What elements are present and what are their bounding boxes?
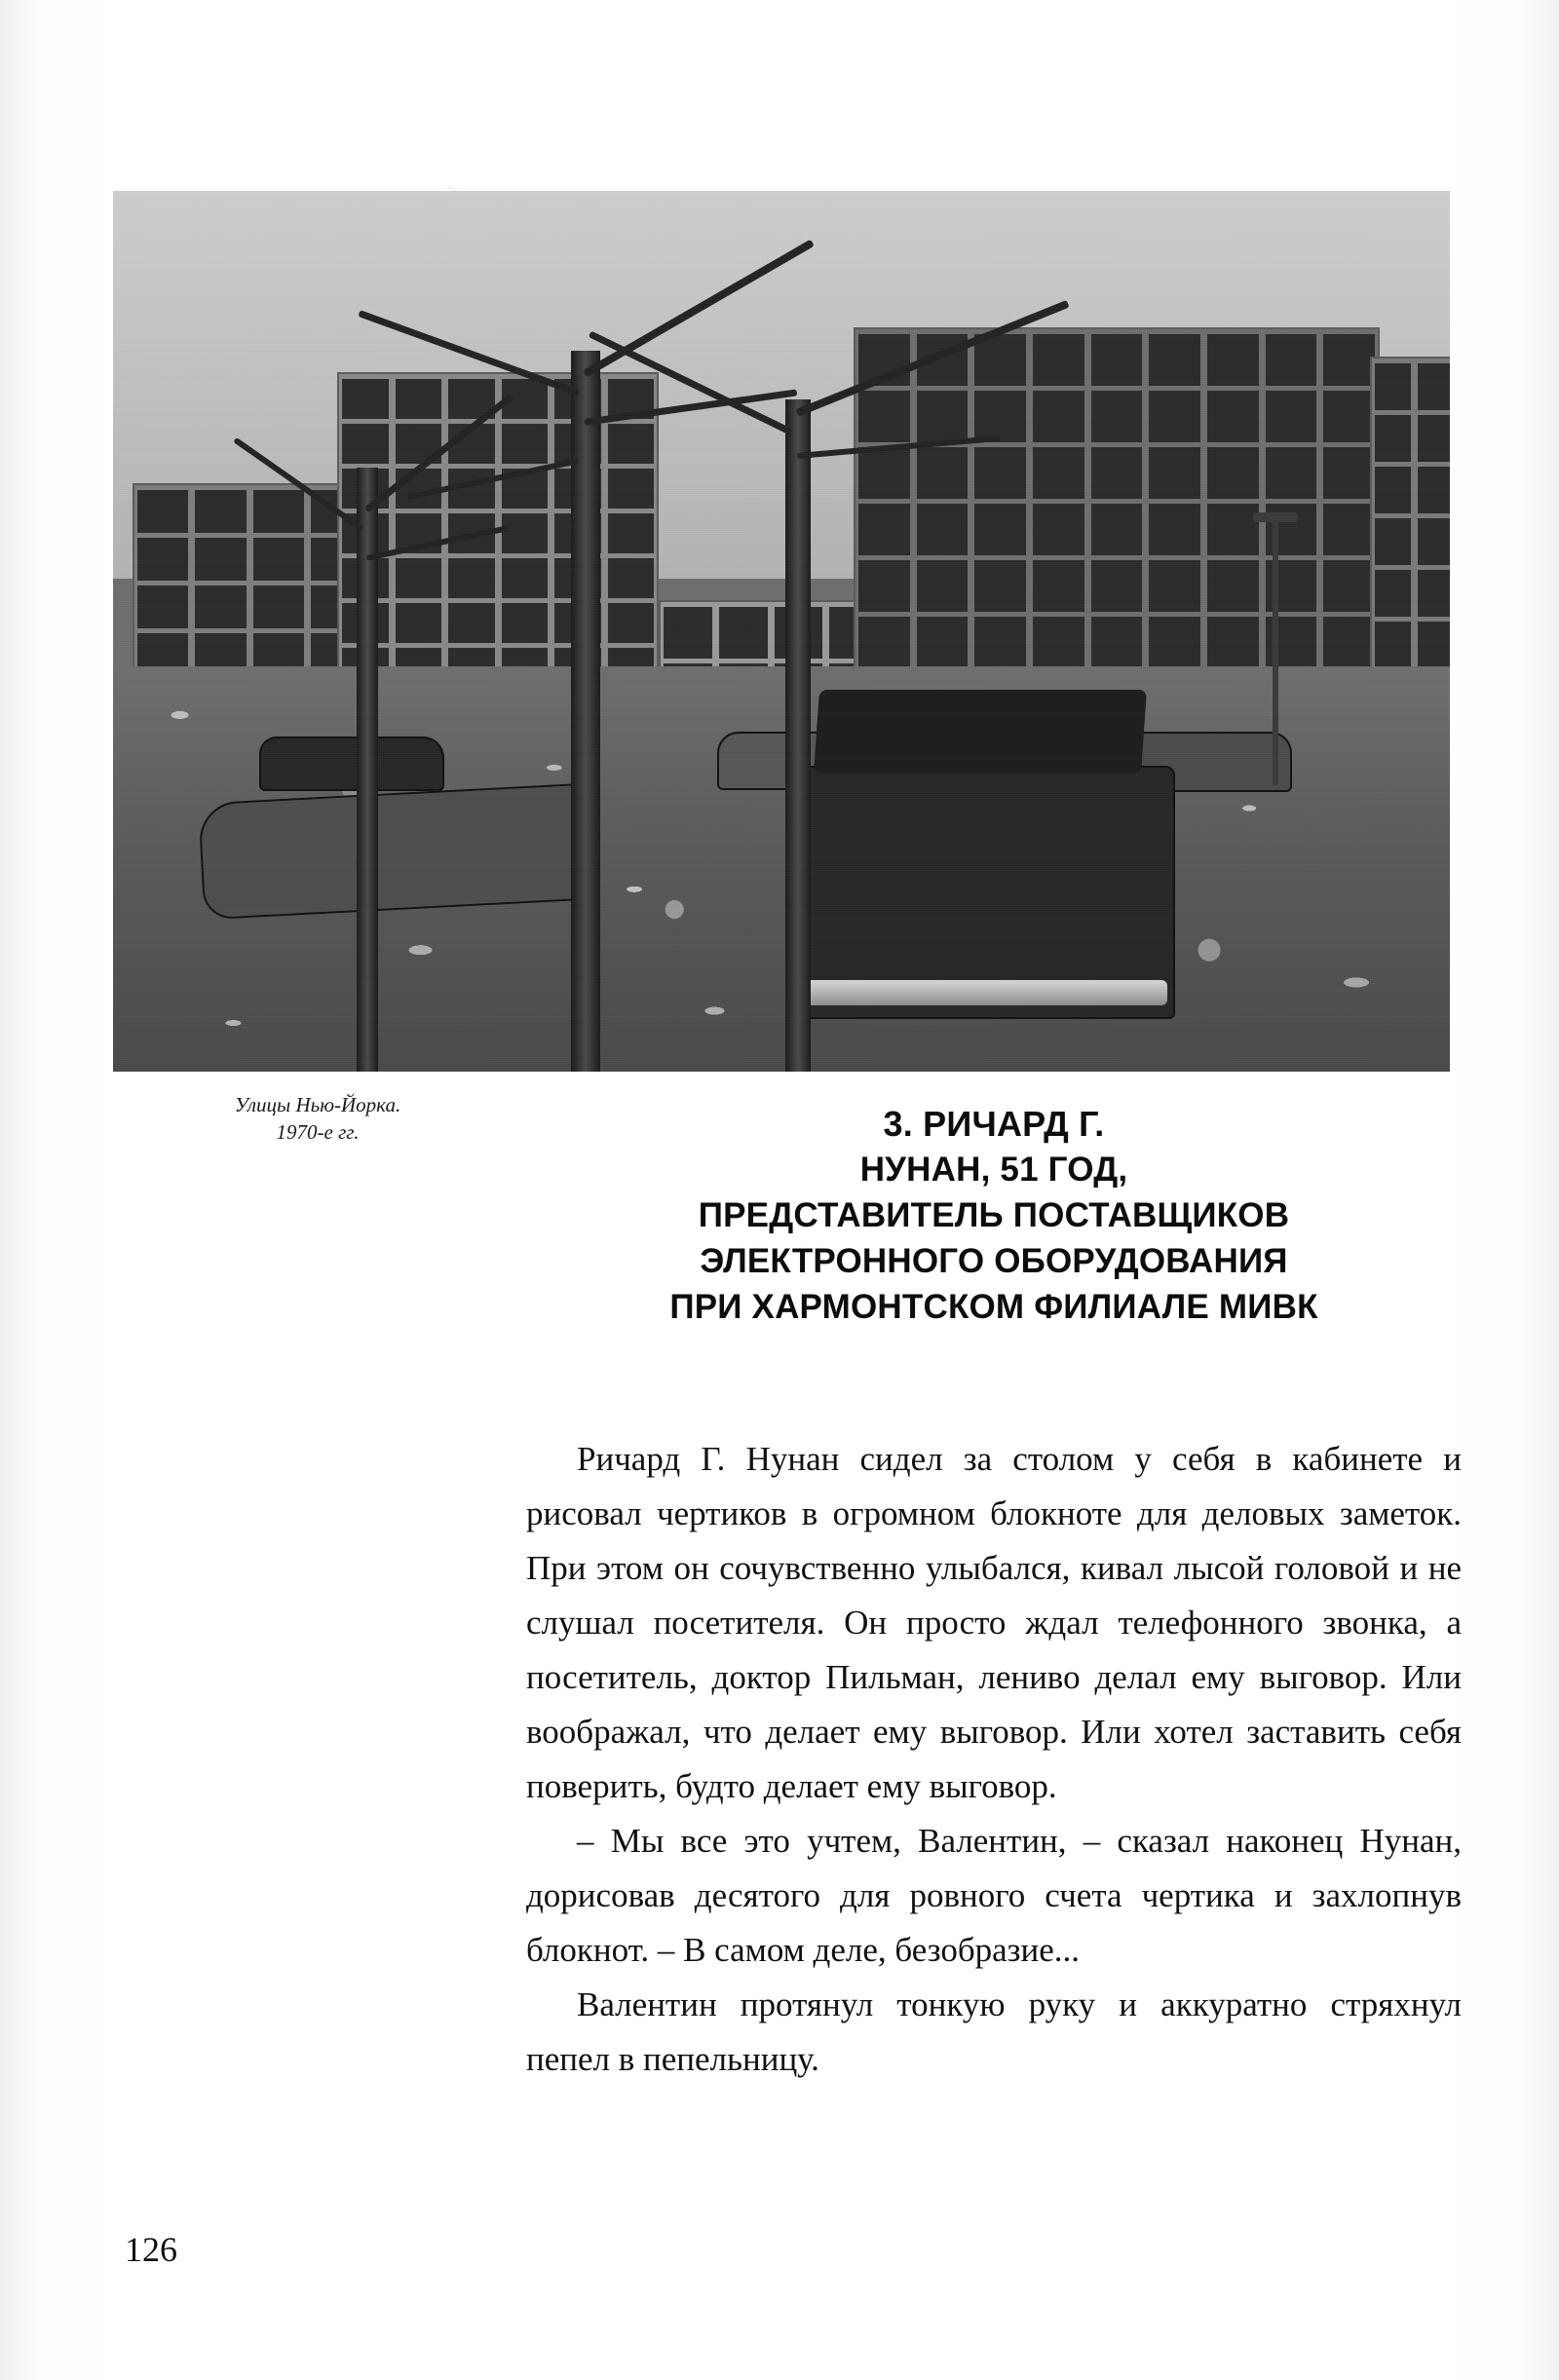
photo-car-bumper [793, 980, 1167, 1005]
body-paragraph-3: Валентин протянул тонкую руку и аккуратно стряхнул пепел в пепельницу. [526, 1985, 1462, 2078]
figure-caption [171, 1091, 464, 1146]
photo-canvas [113, 191, 1450, 1072]
photo-car-open-hood [814, 690, 1147, 774]
chapter-heading-line-1: 3. РИЧАРД Г. [883, 1104, 1105, 1144]
photo-tree-left [357, 468, 378, 1072]
photo-street-lamp [1273, 512, 1278, 785]
chapter-heading-line-5: ПРИ ХАРМОНТСКОМ ФИЛИАЛЕ МИВК [669, 1288, 1318, 1326]
page-number: 126 [125, 2230, 177, 2269]
chapter-heading-line-3: ПРЕДСТАВИТЕЛЬ ПОСТАВЩИКОВ [698, 1196, 1290, 1234]
photo-car-far-left [259, 737, 444, 791]
photo-tree-right [785, 399, 811, 1072]
figure-photo [113, 191, 1450, 1072]
photo-wrecked-car-main [785, 766, 1175, 1019]
body-paragraph-2: – Мы все это учтем, Валентин, – сказал наконец Нунан, дорисовав десятого для ровного счета чертика и захлопнув блокнот. – В самом деле, безобразие... [526, 1822, 1462, 1969]
figure-caption-line-2: 1970-е гг. [276, 1120, 360, 1144]
body-text [526, 1432, 1462, 2087]
chapter-heading-line-2: НУНАН, 51 ГОД, [859, 1151, 1128, 1189]
chapter-heading-line-4: ЭЛЕКТРОННОГО ОБОРУДОВАНИЯ [700, 1242, 1288, 1280]
chapter-heading [526, 1101, 1462, 1330]
photo-tree-center [571, 351, 600, 1072]
photo-wrecked-hull [198, 783, 593, 921]
figure-caption-line-1: Улицы Нью-Йорка. [234, 1093, 401, 1116]
body-paragraph-1: Ричард Г. Нунан сидел за столом у себя в кабинете и рисовал чертиков в огромном блокноте для деловых заметок. При этом он сочувственно улыбался, кивал лысой головой и не слушал посетителя. Он просто ждал телефонного звонка, а посетитель, доктор Пильман, лениво делал ему выговор. Или воображал, что делает ему выговор. Или хотел заставить себя поверить, будто делает ему выговор. [526, 1440, 1462, 1805]
